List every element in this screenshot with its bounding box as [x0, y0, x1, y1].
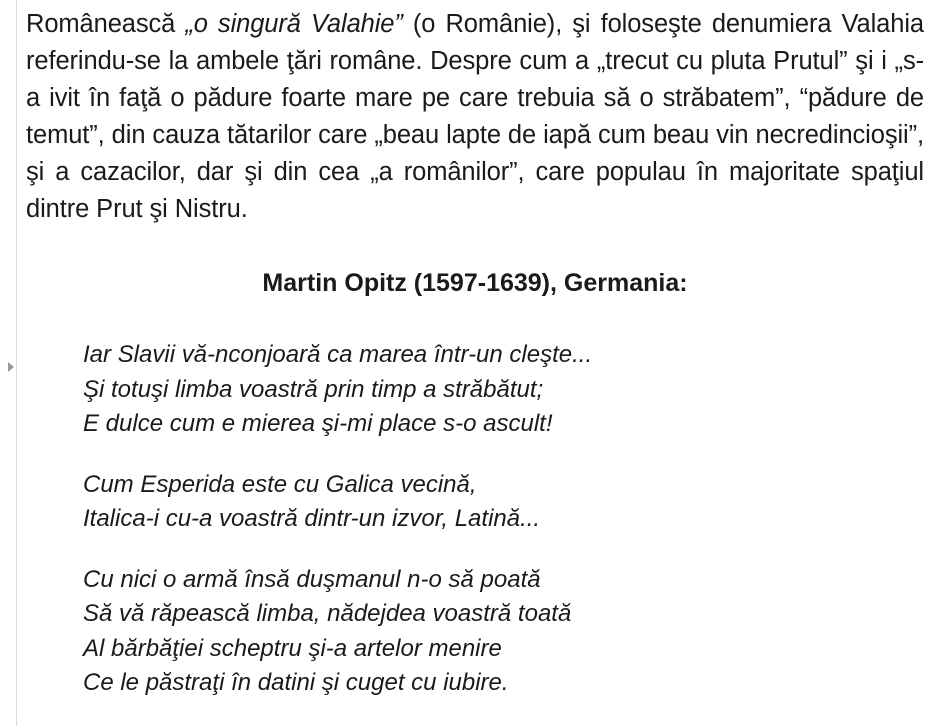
poem-line: Cu nici o armă însă duşmanul n-o să poată	[83, 565, 541, 593]
poem-stanza	[83, 468, 924, 537]
poem-block	[26, 338, 924, 701]
paragraph-text-part1: Românească	[26, 10, 186, 38]
poem-line: Italica-i cu-a voastră dintr-un izvor, Latină...	[83, 505, 541, 532]
poem-stanza	[83, 563, 924, 701]
paragraph-text-part2: (o Românie), şi foloseşte denumiera Valahia referindu-se la ambele ţări române. Despre cum a „trecut cu pluta Prutul” şi i „s-a ivit în faţă o pădure foarte mare pe care trebuia să o străbatem”, “pădure de temut”, din cauza tătarilor care „beau lapte de iapă cum beau vin necredincioşii”, şi a cazacilor, dar şi din cea „a românilor”, care populau în majoritate spaţiul dintre Prut şi Nistru.	[26, 10, 924, 223]
poem-line: Şi totuşi limba voastră prin timp a străbătut;	[83, 375, 544, 403]
poem-stanza	[83, 338, 924, 442]
poem-line: Iar Slavii vă-nconjoară ca marea într-un cleşte...	[83, 341, 593, 368]
body-paragraph	[26, 6, 924, 228]
poem-line: Cum Esperida este cu Galica vecină,	[83, 470, 477, 498]
page-gutter-line	[16, 0, 17, 726]
document-content	[26, 6, 924, 701]
poem-line: Să vă răpească limba, nădejdea voastră toată	[83, 600, 572, 627]
poem-line: Al bărbăţiei scheptru şi-a artelor menire	[83, 634, 502, 662]
poem-line: E dulce cum e mierea şi-mi place s-o ascult!	[83, 410, 553, 437]
paragraph-italic-quote: „o singură Valahie”	[185, 10, 403, 38]
section-heading: Martin Opitz (1597-1639), Germania:	[262, 269, 688, 297]
poem-line: Ce le păstraţi în datini şi cuget cu iubire.	[83, 669, 509, 696]
margin-marker-icon	[8, 362, 14, 372]
